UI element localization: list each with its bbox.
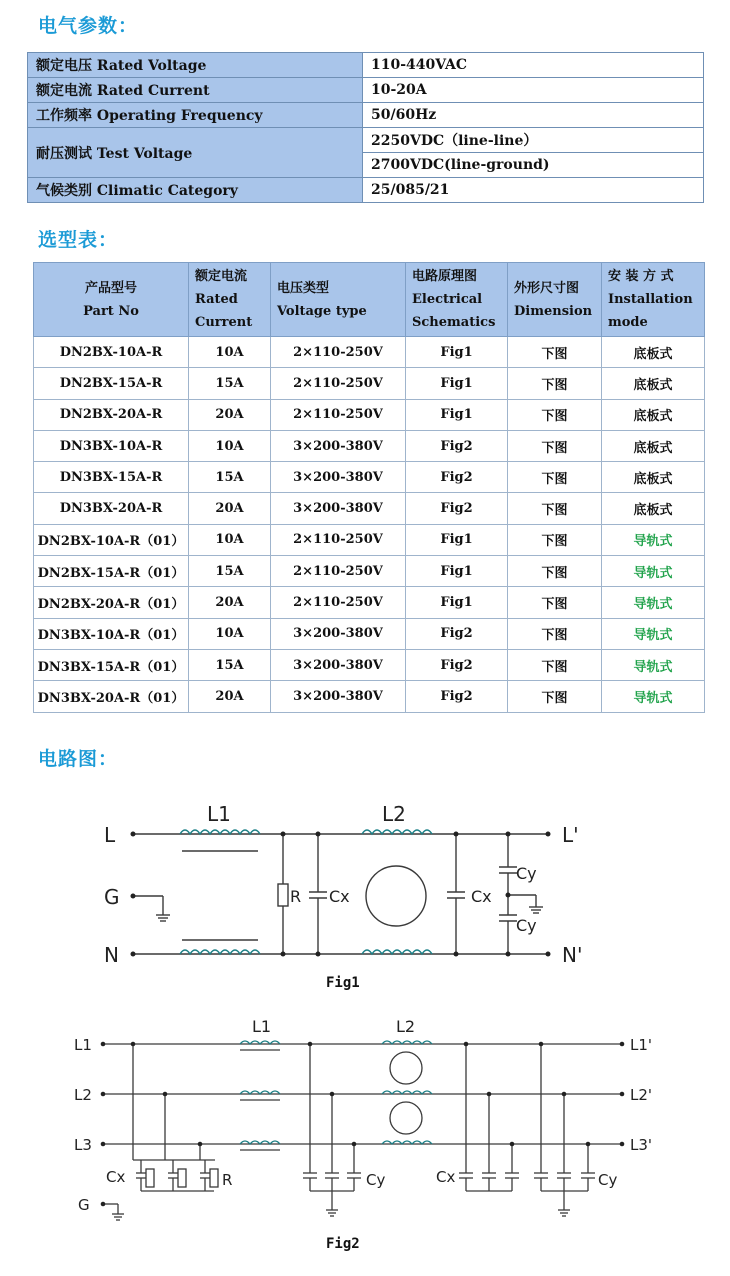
header-text: 产品型号 — [84, 280, 137, 296]
cell-part: DN2BX-15A-R（01） — [34, 556, 189, 587]
cell-part: DN3BX-15A-R（01） — [34, 649, 189, 680]
label-L1-out: L1' — [630, 1036, 653, 1054]
cell-dim: 下图 — [508, 556, 602, 587]
label-Cx1: Cx — [329, 887, 350, 906]
label-L3-in: L3 — [74, 1136, 92, 1154]
cell-current: 20A — [189, 493, 271, 524]
cell-current: 10A — [189, 618, 271, 649]
cell-voltage: 3×200-380V — [271, 618, 406, 649]
label-L3-out: L3' — [630, 1136, 653, 1154]
table-row — [34, 556, 705, 587]
cell-dim: 下图 — [508, 681, 602, 712]
cell-part: DN2BX-10A-R（01） — [34, 524, 189, 555]
cell-voltage: 3×200-380V — [271, 681, 406, 712]
cell-mode: 底板式 — [602, 493, 705, 524]
cell-voltage: 3×200-380V — [271, 462, 406, 493]
cell-fig: Fig1 — [406, 399, 508, 430]
selection-table-body — [34, 337, 705, 713]
cell-fig: Fig1 — [406, 337, 508, 368]
label-Cx2: Cx — [471, 887, 492, 906]
selection-heading: 选型表： — [38, 229, 119, 251]
param-label: 耐压测试 Test Voltage — [28, 128, 363, 178]
table-row — [34, 649, 705, 680]
cell-mode: 底板式 — [602, 430, 705, 461]
cell-dim: 下图 — [508, 493, 602, 524]
param-value: 2250VDC（line-line） — [363, 128, 704, 153]
header-text: mode — [608, 315, 648, 330]
cell-current: 20A — [189, 587, 271, 618]
table-row — [28, 178, 704, 203]
label-L2-out: L2' — [630, 1086, 653, 1104]
param-value: 110-440VAC — [363, 53, 704, 78]
cell-dim: 下图 — [508, 524, 602, 555]
table-row — [28, 78, 704, 103]
header-text: Voltage type — [277, 303, 367, 319]
param-value: 2700VDC(line-ground) — [363, 153, 704, 178]
label-L-out: L' — [562, 823, 579, 847]
param-label: 额定电压 Rated Voltage — [28, 53, 363, 78]
table-header-row — [34, 263, 705, 337]
header-text: 电路原理图 — [412, 269, 478, 284]
cell-part: DN2BX-20A-R（01） — [34, 587, 189, 618]
cell-dim: 下图 — [508, 618, 602, 649]
label-inductor-L1: L1 — [207, 802, 231, 826]
cell-fig: Fig1 — [406, 368, 508, 399]
cell-part: DN3BX-20A-R（01） — [34, 681, 189, 712]
label-R: R — [290, 887, 302, 906]
label-N-out: N' — [562, 943, 583, 967]
header-text: Schematics — [412, 315, 496, 330]
label-G: G — [104, 885, 120, 909]
cell-voltage: 2×110-250V — [271, 556, 406, 587]
cell-fig: Fig2 — [406, 493, 508, 524]
cell-fig: Fig1 — [406, 524, 508, 555]
cell-part: DN2BX-10A-R — [34, 337, 189, 368]
label-N: N — [104, 943, 119, 967]
label-Cy-right: Cy — [598, 1171, 618, 1189]
cell-mode: 导轨式 — [602, 618, 705, 649]
cell-current: 15A — [189, 556, 271, 587]
header-text: 额定电流 — [195, 269, 248, 284]
header-current — [189, 263, 271, 337]
cell-voltage: 3×200-380V — [271, 430, 406, 461]
table-row — [34, 618, 705, 649]
cell-mode: 底板式 — [602, 337, 705, 368]
cell-dim: 下图 — [508, 368, 602, 399]
header-text: Current — [195, 315, 253, 330]
cell-fig: Fig2 — [406, 430, 508, 461]
cell-fig: Fig1 — [406, 556, 508, 587]
header-voltage — [271, 263, 406, 337]
table-row — [34, 493, 705, 524]
table-row — [34, 337, 705, 368]
header-text: Electrical — [412, 292, 483, 307]
table-row — [34, 681, 705, 712]
param-label: 工作频率 Operating Frequency — [28, 103, 363, 128]
electrical-params-table — [27, 52, 704, 203]
table-row — [34, 399, 705, 430]
circuit-heading: 电路图： — [38, 748, 119, 770]
cell-mode: 底板式 — [602, 462, 705, 493]
cell-current: 10A — [189, 337, 271, 368]
cell-mode: 导轨式 — [602, 587, 705, 618]
cell-current: 15A — [189, 368, 271, 399]
cell-part: DN2BX-15A-R — [34, 368, 189, 399]
cell-dim: 下图 — [508, 430, 602, 461]
cell-mode: 导轨式 — [602, 681, 705, 712]
fig2-caption: Fig2 — [326, 1236, 360, 1252]
cell-mode: 导轨式 — [602, 649, 705, 680]
label-Cx-right: Cx — [436, 1168, 456, 1186]
fig2-schematic — [0, 1010, 730, 1235]
cell-voltage: 2×110-250V — [271, 368, 406, 399]
table-row — [28, 53, 704, 78]
cell-dim: 下图 — [508, 587, 602, 618]
label-Cy2: Cy — [516, 916, 537, 935]
label-inductor-L2: L2 — [382, 802, 406, 826]
cell-mode: 底板式 — [602, 399, 705, 430]
table-row — [34, 368, 705, 399]
cell-voltage: 2×110-250V — [271, 587, 406, 618]
cell-current: 20A — [189, 399, 271, 430]
header-text: 安 装 方 式 — [608, 269, 674, 284]
selection-table — [33, 262, 705, 713]
cell-dim: 下图 — [508, 337, 602, 368]
label-Cx-left: Cx — [106, 1168, 126, 1186]
label-L2-in: L2 — [74, 1086, 92, 1104]
param-value: 50/60Hz — [363, 103, 704, 128]
cell-mode: 底板式 — [602, 368, 705, 399]
label-inductor-L2: L2 — [396, 1017, 416, 1036]
cell-voltage: 3×200-380V — [271, 649, 406, 680]
header-text: Rated — [195, 292, 238, 307]
header-part-no — [34, 263, 189, 337]
cell-voltage: 2×110-250V — [271, 337, 406, 368]
label-inductor-L1: L1 — [252, 1017, 272, 1036]
cell-current: 20A — [189, 681, 271, 712]
label-G: G — [78, 1196, 90, 1214]
cell-fig: Fig2 — [406, 681, 508, 712]
table-row — [34, 462, 705, 493]
cell-part: DN3BX-10A-R — [34, 430, 189, 461]
label-R: R — [222, 1171, 233, 1189]
cell-current: 15A — [189, 649, 271, 680]
label-L: L — [104, 823, 116, 847]
cell-voltage: 2×110-250V — [271, 399, 406, 430]
cell-dim: 下图 — [508, 462, 602, 493]
cell-dim: 下图 — [508, 399, 602, 430]
cell-current: 10A — [189, 524, 271, 555]
label-Cy1: Cy — [516, 864, 537, 883]
fig1-schematic — [0, 785, 730, 985]
header-text: 外形尺寸图 — [514, 280, 580, 296]
table-row — [34, 524, 705, 555]
table-row — [34, 587, 705, 618]
cell-fig: Fig2 — [406, 618, 508, 649]
label-Cy-mid: Cy — [366, 1171, 386, 1189]
cell-current: 10A — [189, 430, 271, 461]
cell-part: DN3BX-10A-R（01） — [34, 618, 189, 649]
params-heading: 电气参数： — [38, 15, 139, 37]
param-label: 额定电流 Rated Current — [28, 78, 363, 103]
label-L1-in: L1 — [74, 1036, 92, 1054]
header-installation — [602, 263, 705, 337]
header-text: 电压类型 — [277, 280, 330, 296]
cell-fig: Fig1 — [406, 587, 508, 618]
cell-part: DN3BX-15A-R — [34, 462, 189, 493]
cell-fig: Fig2 — [406, 649, 508, 680]
cell-dim: 下图 — [508, 649, 602, 680]
param-label: 气候类别 Climatic Category — [28, 178, 363, 203]
cell-part: DN2BX-20A-R — [34, 399, 189, 430]
cell-mode: 导轨式 — [602, 524, 705, 555]
table-row — [34, 430, 705, 461]
fig1-caption: Fig1 — [326, 975, 360, 991]
cell-mode: 导轨式 — [602, 556, 705, 587]
param-value: 25/085/21 — [363, 178, 704, 203]
header-text: Part No — [83, 303, 139, 319]
header-schematics — [406, 263, 508, 337]
header-text: Installation — [608, 292, 693, 307]
table-row — [28, 103, 704, 128]
cell-voltage: 2×110-250V — [271, 524, 406, 555]
param-value: 10-20A — [363, 78, 704, 103]
header-dimension — [508, 263, 602, 337]
table-row — [28, 128, 704, 153]
cell-fig: Fig2 — [406, 462, 508, 493]
header-text: Dimension — [514, 303, 593, 319]
cell-voltage: 3×200-380V — [271, 493, 406, 524]
cell-part: DN3BX-20A-R — [34, 493, 189, 524]
cell-current: 15A — [189, 462, 271, 493]
